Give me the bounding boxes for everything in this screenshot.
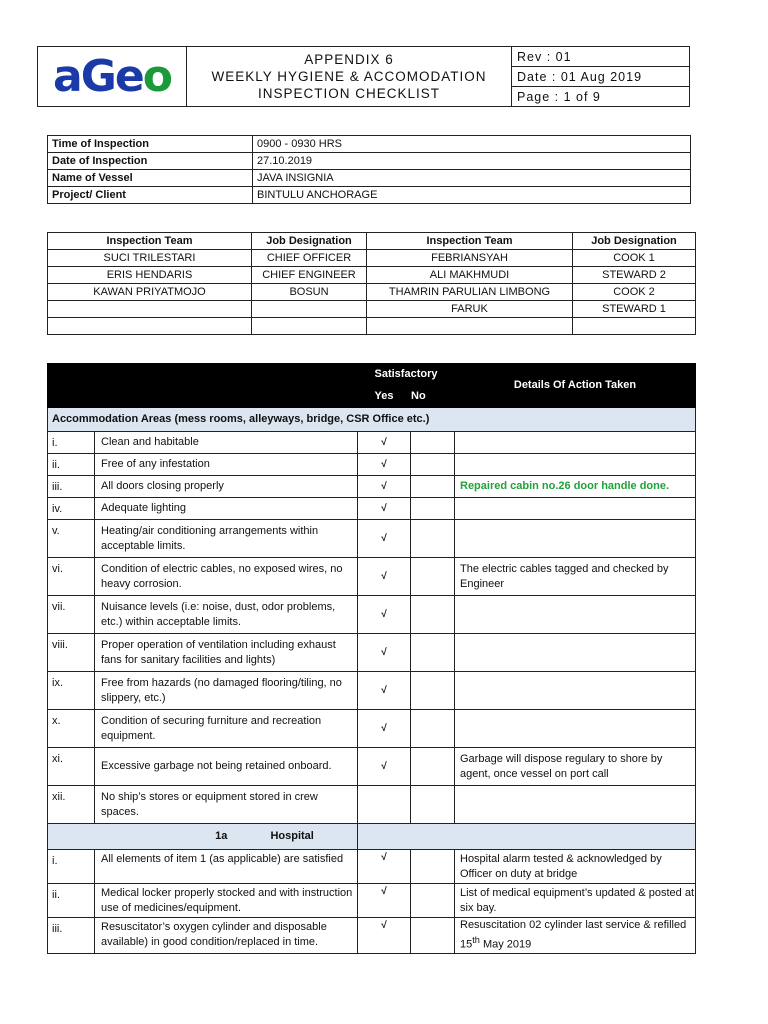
checklist-row xyxy=(48,850,696,884)
item-text: Proper operation of ventilation including exhaust fans for sanitary facilities and lights) xyxy=(95,634,358,672)
item-text: Nuisance levels (i.e: noise, dust, odor problems, etc.) within acceptable limits. xyxy=(95,596,358,634)
tick-icon: √ xyxy=(381,481,387,492)
item-details xyxy=(455,596,696,634)
col-details: Details Of Action Taken xyxy=(455,364,696,408)
checklist-table xyxy=(47,363,696,954)
no-checkbox[interactable] xyxy=(411,786,455,824)
checklist-row xyxy=(48,710,696,748)
header-blank xyxy=(48,386,358,408)
checklist-row xyxy=(48,634,696,672)
tick-icon: √ xyxy=(381,459,387,470)
team-cell: STEWARD 1 xyxy=(573,301,696,318)
no-checkbox[interactable] xyxy=(411,558,455,596)
yes-checkbox[interactable] xyxy=(358,748,411,786)
item-text: All elements of item 1 (as applicable) are satisfied xyxy=(95,850,358,884)
item-number: iv. xyxy=(48,498,95,520)
item-details xyxy=(455,918,696,954)
tick-icon: √ xyxy=(381,761,387,772)
document-header xyxy=(37,46,690,107)
yes-checkbox[interactable] xyxy=(358,918,411,954)
item-details xyxy=(455,454,696,476)
item-text: No ship’s stores or equipment stored in crew spaces. xyxy=(95,786,358,824)
tick-icon: √ xyxy=(381,437,387,448)
col-no: No xyxy=(411,386,455,408)
checklist-row xyxy=(48,748,696,786)
details-text-b: 15 xyxy=(460,938,473,951)
item-text: Resuscitator’s oxygen cylinder and disposable available) in good condition/replaced in time. xyxy=(95,918,358,954)
team-cell xyxy=(252,318,367,335)
info-row xyxy=(48,170,691,187)
team-row xyxy=(48,284,696,301)
yes-checkbox[interactable] xyxy=(358,596,411,634)
section-heading-hospital xyxy=(48,824,358,850)
section-heading: Accommodation Areas (mess rooms, alleyways, bridge, CSR Office etc.) xyxy=(48,408,696,432)
yes-checkbox[interactable] xyxy=(358,558,411,596)
team-header: Inspection Team xyxy=(48,233,252,250)
item-text: Heating/air conditioning arrangements within acceptable limits. xyxy=(95,520,358,558)
team-cell xyxy=(48,301,252,318)
checklist-row xyxy=(48,884,696,918)
team-cell: KAWAN PRIYATMOJO xyxy=(48,284,252,301)
team-header: Inspection Team xyxy=(367,233,573,250)
info-label: Time of Inspection xyxy=(48,136,253,153)
no-checkbox[interactable] xyxy=(411,498,455,520)
checklist-row xyxy=(48,520,696,558)
issue-date: Date : 01 Aug 2019 xyxy=(512,67,690,87)
no-checkbox[interactable] xyxy=(411,850,455,884)
no-checkbox[interactable] xyxy=(411,476,455,498)
team-header: Job Designation xyxy=(252,233,367,250)
tick-icon: √ xyxy=(381,852,387,863)
team-row xyxy=(48,267,696,284)
checklist-row xyxy=(48,498,696,520)
info-row xyxy=(48,187,691,204)
no-checkbox[interactable] xyxy=(411,432,455,454)
item-number: v. xyxy=(48,520,95,558)
title-line-3: INSPECTION CHECKLIST xyxy=(257,86,441,101)
checklist-row xyxy=(48,558,696,596)
tick-icon: √ xyxy=(381,920,387,931)
yes-checkbox[interactable] xyxy=(358,884,411,918)
item-number: vi. xyxy=(48,558,95,596)
document-title xyxy=(187,47,512,107)
item-number: iii. xyxy=(48,918,95,954)
no-checkbox[interactable] xyxy=(411,454,455,476)
team-cell xyxy=(367,318,573,335)
yes-checkbox[interactable] xyxy=(358,454,411,476)
page-number: Page : 1 of 9 xyxy=(512,87,690,107)
item-details xyxy=(455,432,696,454)
yes-checkbox[interactable] xyxy=(358,476,411,498)
item-number: xii. xyxy=(48,786,95,824)
team-cell: FEBRIANSYAH xyxy=(367,250,573,267)
item-number: ii. xyxy=(48,454,95,476)
info-value: BINTULU ANCHORAGE xyxy=(253,187,691,204)
item-number: x. xyxy=(48,710,95,748)
team-cell: FARUK xyxy=(367,301,573,318)
col-satisfactory: Satisfactory xyxy=(358,364,455,386)
checklist-row xyxy=(48,432,696,454)
team-cell xyxy=(252,301,367,318)
team-cell: ALI MAKHMUDI xyxy=(367,267,573,284)
item-text: Adequate lighting xyxy=(95,498,358,520)
col-yes: Yes xyxy=(358,386,411,408)
item-details: Hospital alarm tested & acknowledged by Officer on duty at bridge xyxy=(455,850,696,884)
item-text: Free from hazards (no damaged flooring/tiling, no slippery, etc.) xyxy=(95,672,358,710)
info-label: Project/ Client xyxy=(48,187,253,204)
checklist-row xyxy=(48,596,696,634)
item-details xyxy=(455,710,696,748)
yes-checkbox[interactable] xyxy=(358,432,411,454)
item-number: viii. xyxy=(48,634,95,672)
item-details xyxy=(455,786,696,824)
checklist-row xyxy=(48,672,696,710)
no-checkbox[interactable] xyxy=(411,918,455,954)
no-checkbox[interactable] xyxy=(411,520,455,558)
no-checkbox[interactable] xyxy=(411,596,455,634)
team-cell xyxy=(48,318,252,335)
yes-checkbox[interactable] xyxy=(358,498,411,520)
inspection-team-table xyxy=(47,232,696,335)
info-label: Date of Inspection xyxy=(48,153,253,170)
team-cell: COOK 1 xyxy=(573,250,696,267)
item-details: List of medical equipment’s updated & posted at six bay. xyxy=(455,884,696,918)
item-details xyxy=(455,634,696,672)
team-cell: BOSUN xyxy=(252,284,367,301)
item-text: All doors closing properly xyxy=(95,476,358,498)
item-text: Medical locker properly stocked and with instruction use of medicines/equipment. xyxy=(95,884,358,918)
tick-icon: √ xyxy=(381,886,387,897)
team-cell: STEWARD 2 xyxy=(573,267,696,284)
info-row xyxy=(48,136,691,153)
title-line-2: WEEKLY HYGIENE & ACCOMODATION xyxy=(211,69,487,84)
item-number: xi. xyxy=(48,748,95,786)
yes-checkbox[interactable] xyxy=(358,672,411,710)
team-cell: SUCI TRILESTARI xyxy=(48,250,252,267)
tick-icon: √ xyxy=(381,723,387,734)
team-cell xyxy=(573,318,696,335)
team-header: Job Designation xyxy=(573,233,696,250)
item-details: Garbage will dispose regulary to shore by agent, once vessel on port call xyxy=(455,748,696,786)
team-cell: CHIEF OFFICER xyxy=(252,250,367,267)
details-text-a: Resuscitation 02 cylinder last service & refilled xyxy=(460,919,687,931)
tick-icon: √ xyxy=(381,609,387,620)
details-text-c: May 2019 xyxy=(479,938,532,951)
team-row xyxy=(48,250,696,267)
item-details xyxy=(455,672,696,710)
team-cell: CHIEF ENGINEER xyxy=(252,267,367,284)
item-text: Condition of securing furniture and recreation equipment. xyxy=(95,710,358,748)
no-checkbox[interactable] xyxy=(411,672,455,710)
no-checkbox[interactable] xyxy=(411,634,455,672)
yes-checkbox[interactable] xyxy=(358,710,411,748)
tick-icon: √ xyxy=(381,685,387,696)
section-title: Hospital xyxy=(270,830,314,842)
item-details: The electric cables tagged and checked by Engineer xyxy=(455,558,696,596)
no-checkbox[interactable] xyxy=(411,710,455,748)
item-text: Free of any infestation xyxy=(95,454,358,476)
team-cell: ERIS HENDARIS xyxy=(48,267,252,284)
yes-checkbox[interactable] xyxy=(358,520,411,558)
team-cell: COOK 2 xyxy=(573,284,696,301)
item-details xyxy=(455,520,696,558)
title-line-1: APPENDIX 6 xyxy=(304,52,394,67)
checklist-row xyxy=(48,454,696,476)
team-row xyxy=(48,318,696,335)
section-number: 1a xyxy=(215,830,228,842)
info-row xyxy=(48,153,691,170)
item-number: i. xyxy=(48,432,95,454)
tick-icon: √ xyxy=(381,533,387,544)
no-checkbox[interactable] xyxy=(411,884,455,918)
item-text: Clean and habitable xyxy=(95,432,358,454)
tick-icon: √ xyxy=(381,647,387,658)
tick-icon: √ xyxy=(381,571,387,582)
revision: Rev : 01 xyxy=(512,47,690,67)
tick-icon: √ xyxy=(381,503,387,514)
no-checkbox[interactable] xyxy=(411,748,455,786)
item-text: Excessive garbage not being retained onboard. xyxy=(95,748,358,786)
yes-checkbox[interactable] xyxy=(358,850,411,884)
item-details: Repaired cabin no.26 door handle done. xyxy=(455,476,696,498)
checklist-row xyxy=(48,918,696,954)
item-number: vii. xyxy=(48,596,95,634)
details-superscript: th xyxy=(472,935,480,945)
info-value: 0900 - 0930 HRS xyxy=(253,136,691,153)
header-blank xyxy=(48,364,358,386)
item-details xyxy=(455,498,696,520)
section-heading-blank xyxy=(358,824,696,850)
team-cell: THAMRIN PARULIAN LIMBONG xyxy=(367,284,573,301)
info-label: Name of Vessel xyxy=(48,170,253,187)
yes-checkbox[interactable] xyxy=(358,634,411,672)
item-number: ix. xyxy=(48,672,95,710)
item-number: iii. xyxy=(48,476,95,498)
info-value: 27.10.2019 xyxy=(253,153,691,170)
yes-checkbox[interactable] xyxy=(358,786,411,824)
team-row xyxy=(48,301,696,318)
item-text: Condition of electric cables, no exposed wires, no heavy corrosion. xyxy=(95,558,358,596)
checklist-row xyxy=(48,476,696,498)
company-logo: aGeo xyxy=(53,50,171,102)
inspection-info-table xyxy=(47,135,691,204)
checklist-row xyxy=(48,786,696,824)
logo-cell xyxy=(38,47,187,107)
info-value: JAVA INSIGNIA xyxy=(253,170,691,187)
item-number: i. xyxy=(48,850,95,884)
item-number: ii. xyxy=(48,884,95,918)
